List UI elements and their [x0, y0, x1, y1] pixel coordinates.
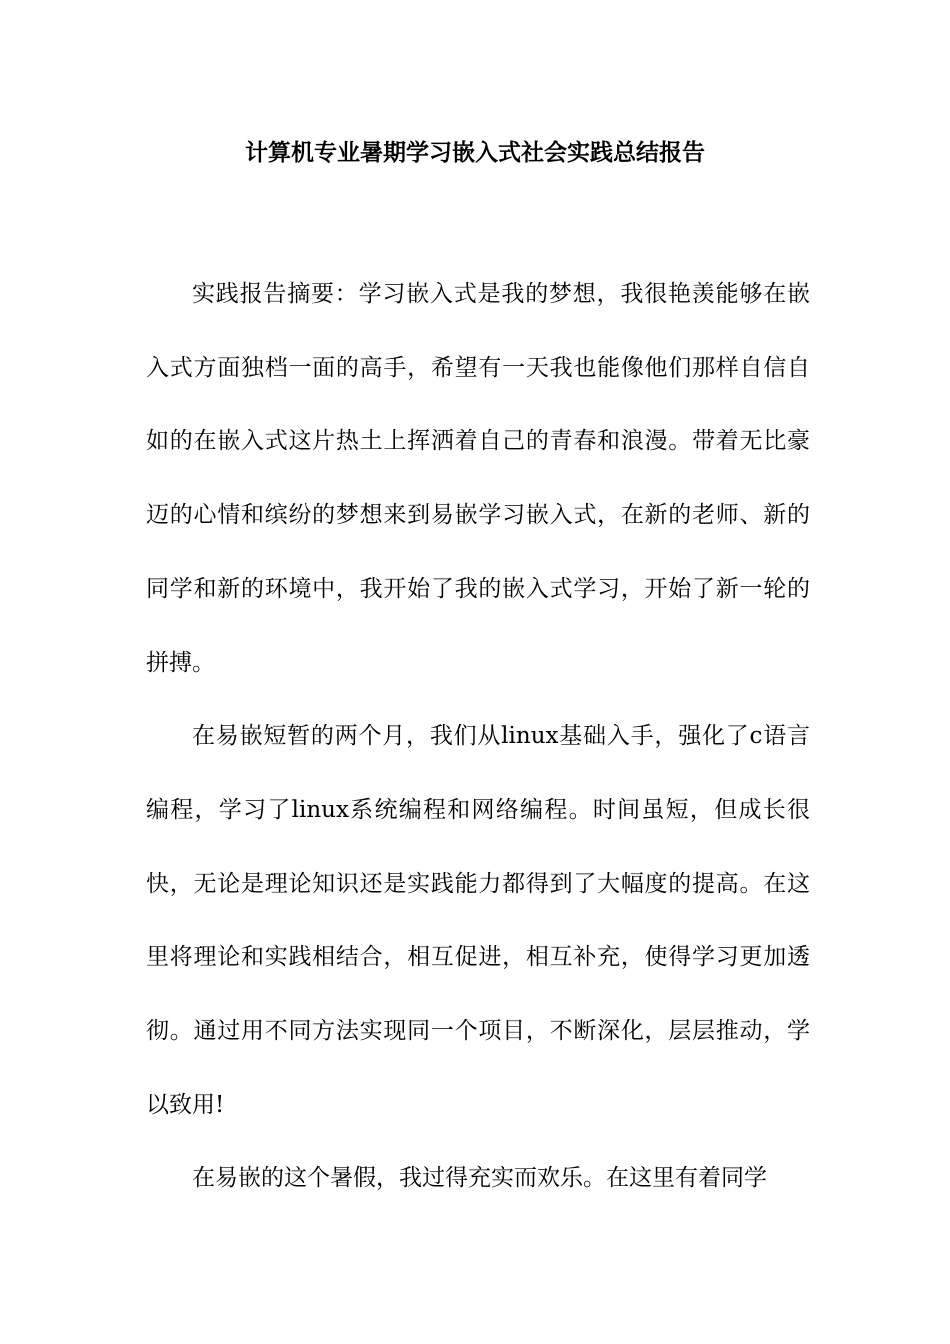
document-body: [146, 258, 810, 1216]
paragraph-study: 在易嵌短暂的两个月，我们从linux基础入手，强化了c语言编程，学习了linux系统编程和网络编程。时间虽短，但成长很快，无论是理论知识还是实践能力都得到了大幅度的提高。在这里将理论和实践相结合，相互促进，相互补充，使得学习更加透彻。通过用不同方法实现同一个项目，不断深化，层层推动，学以致用!: [146, 723, 810, 1118]
document-title: 计算机专业暑期学习嵌入式社会实践总结报告: [245, 139, 705, 166]
paragraph-summer: 在易嵌的这个暑假，我过得充实而欢乐。在这里有着同学: [192, 1165, 767, 1192]
paragraph-abstract: 实践报告摘要：学习嵌入式是我的梦想，我很艳羡能够在嵌入式方面独档一面的高手，希望有一天我也能像他们那样自信自如的在嵌入式这片热土上挥洒着自己的青春和浪漫。带着无比豪迈的心情和缤纷的梦想来到易嵌学习嵌入式，在新的老师、新的同学和新的环境中，我开始了我的嵌入式学习，开始了新一轮的拼搏。: [146, 281, 810, 676]
